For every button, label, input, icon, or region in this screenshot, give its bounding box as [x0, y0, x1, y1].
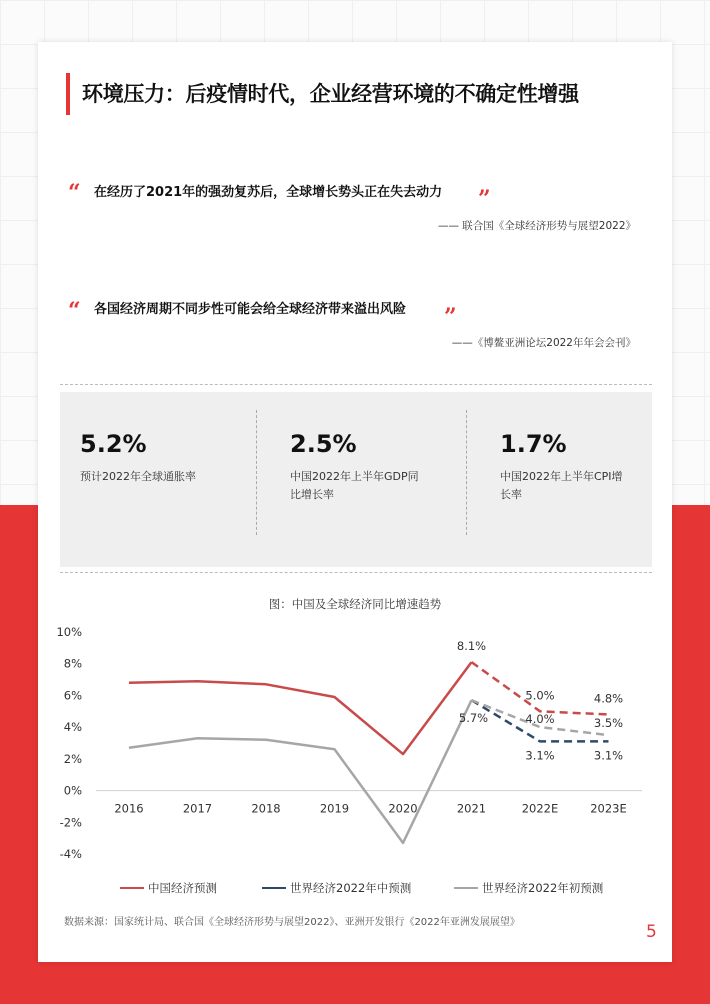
stat-value: 5.2%	[80, 430, 147, 458]
open-quote-icon: “	[68, 298, 81, 324]
legend-swatch	[262, 887, 286, 889]
data-label: 3.5%	[593, 716, 624, 731]
data-label: 4.0%	[525, 712, 555, 727]
y-tick-label: -4%	[59, 847, 82, 861]
stat-label: 预计2022年全球通胀率	[80, 470, 196, 483]
data-label: 3.1%	[525, 748, 555, 763]
legend-label: 世界经济2022年初预测	[482, 881, 604, 895]
page-card	[38, 42, 672, 962]
page-number: 5	[646, 922, 657, 942]
x-tick-label: 2021	[456, 801, 487, 816]
open-quote-icon: “	[68, 180, 81, 206]
data-label: 5.7%	[458, 711, 489, 726]
y-tick-label: 10%	[56, 625, 82, 639]
quote-source: ——《博鳌亚洲论坛2022年年会会刊》	[451, 337, 636, 349]
y-tick-label: -2%	[59, 815, 82, 830]
stat-label: 中国2022年上半年GDP同比增长率	[290, 470, 419, 501]
legend-swatch	[454, 887, 478, 889]
y-tick-label: 8%	[63, 656, 82, 671]
quote-source: —— 联合国《全球经济形势与展望2022》	[437, 220, 636, 232]
close-quote-icon: ”	[478, 186, 491, 212]
quote-text: 各国经济周期不同步性可能会给全球经济带来溢出风险	[94, 302, 407, 317]
y-tick-label: 2%	[63, 751, 82, 766]
line-chart	[38, 42, 672, 872]
x-tick-label: 2017	[182, 801, 213, 816]
x-tick-label: 2022E	[521, 801, 559, 816]
quote-text: 在经历了2021年的强劲复苏后，全球增长势头正在失去动力	[94, 185, 443, 200]
legend-label: 世界经济2022年中预测	[290, 881, 412, 895]
series-line	[129, 700, 472, 843]
stat-value: 1.7%	[500, 430, 567, 458]
legend-label: 中国经济预测	[148, 881, 217, 895]
chart-title: 图：中国及全球经济同比增速趋势	[268, 597, 442, 611]
x-tick-label: 2020	[388, 801, 418, 816]
y-tick-label: 6%	[63, 688, 82, 703]
x-tick-label: 2018	[251, 801, 281, 816]
close-quote-icon: ”	[444, 304, 457, 330]
y-tick-label: 4%	[63, 720, 82, 735]
x-tick-label: 2023E	[590, 801, 627, 816]
x-tick-label: 2019	[319, 801, 350, 816]
data-label: 4.8%	[593, 691, 624, 706]
data-source-note: 数据来源：国家统计局、联合国《全球经济形势与展望2022》、亚洲开发银行《2022年亚洲发展展望》	[64, 917, 520, 928]
data-label: 5.0%	[525, 688, 555, 703]
stat-label: 中国2022年上半年CPI增长率	[500, 470, 623, 501]
legend-swatch	[120, 887, 144, 889]
stat-value: 2.5%	[290, 430, 357, 458]
y-tick-label: 0%	[63, 783, 82, 798]
data-label: 3.1%	[593, 748, 624, 763]
x-tick-label: 2016	[114, 801, 144, 816]
data-label: 8.1%	[456, 639, 487, 654]
page-title: 环境压力：后疫情时代，企业经营环境的不确定性增强	[82, 82, 579, 106]
